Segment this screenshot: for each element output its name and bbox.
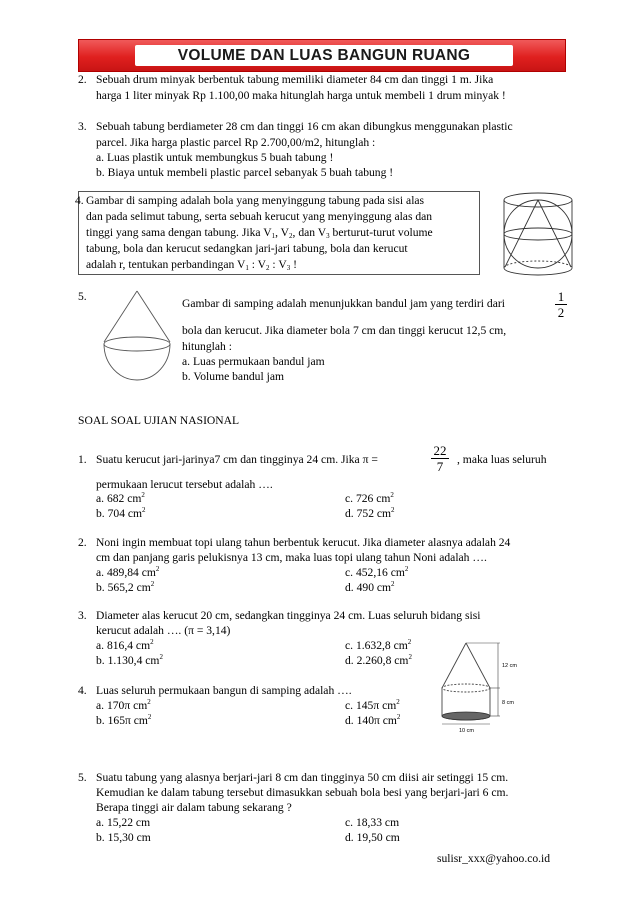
footer-email: sulisr_xxx@yahoo.co.id <box>437 852 551 865</box>
un-q1-option-d: d. 752 $cm^2$ <box>345 506 395 520</box>
un-q5-option-c: c. 18,33 cm <box>345 816 400 829</box>
un-q3-line1: Diameter alas kerucut 20 cm, sedangkan tingginya 24 cm. Luas seluruh bidang sisi <box>96 609 481 622</box>
fig-label-8cm: 8 cm <box>502 700 514 706</box>
un-q4-number: 4. <box>78 684 87 697</box>
q3-number: 3. <box>78 120 87 133</box>
title-banner <box>78 39 566 72</box>
q4-line5: adalah r, tentukan perbandingan $V_1$ : $V_2$ : $V_3$ ! <box>86 258 297 272</box>
un-q1-line2: permukaan lerucut tersebut adalah …. <box>96 478 273 491</box>
q2-line1: Sebuah drum minyak berbentuk tabung memiliki diameter 84 cm dan tinggi 1 m. Jika <box>96 73 494 86</box>
q5-fraction-denominator: 2 <box>557 305 565 320</box>
un-q2-option-a: a. 489,84 $cm^2$ <box>96 565 160 579</box>
un-q1-number: 1. <box>78 453 87 466</box>
un-q3-option-d: d. 2.260,8 $cm^2$ <box>345 653 412 667</box>
q3-line2: parcel. Jika harga plastic parcel Rp 2.700,00/m2, hitunglah : <box>96 136 376 149</box>
un-q3-option-c: c. 1.632,8 $cm^2$ <box>345 638 412 652</box>
un-q1-fraction-denominator: 7 <box>436 459 444 474</box>
un-q1-fraction <box>429 443 451 474</box>
un-q5-line2: Kemudian ke dalam tabung tersebut dimasukkan sebuah bola besi yang berjari-jari 6 cm. <box>96 786 509 799</box>
un-q1-option-c: c. 726 $cm^2$ <box>345 491 394 505</box>
un-q3-number: 3. <box>78 609 87 622</box>
un-q5-number: 5. <box>78 771 87 784</box>
un-q2-line2: cm dan panjang garis pelukisnya 13 cm, maka luas topi ulang tahun Noni adalah …. <box>96 551 487 564</box>
q4-line2: dan pada selimut tabung, serta sebuah kerucut yang menyinggung alas dan <box>86 210 433 223</box>
un-q3-option-b: b. 1.130,4 $cm^2$ <box>96 653 163 667</box>
un-q3-option-a: a. 816,4 $cm^2$ <box>96 638 154 652</box>
un-q5-option-a: a. 15,22 cm <box>96 816 151 829</box>
un-q2-option-c: c. 452,16 $cm^2$ <box>345 565 409 579</box>
page-title: VOLUME DAN LUAS BANGUN RUANG <box>177 47 471 64</box>
un-q1-text-b: , maka luas seluruh <box>457 453 547 466</box>
q5-fraction <box>554 289 568 320</box>
title-plate <box>135 45 513 66</box>
un-q4-option-b: b. 165π $cm^2$ <box>96 713 152 727</box>
un-q4-option-d: d. 140π $cm^2$ <box>345 713 401 727</box>
fig-label-12cm: 12 cm <box>502 663 517 669</box>
cone-cylinder-figure <box>436 640 540 736</box>
q5-line3: hitunglah : <box>182 340 232 353</box>
un-q4-line1: Luas seluruh permukaan bangun di samping adalah …. <box>96 684 352 697</box>
q4-line1: Gambar di samping adalah bola yang menyinggung tabung pada sisi alas <box>86 194 425 207</box>
un-q1-fraction-numerator: 22 <box>433 443 447 458</box>
un-q2-number: 2. <box>78 536 87 549</box>
q5-line1: Gambar di samping adalah menunjukkan bandul jam yang terdiri dari <box>182 297 505 310</box>
un-q2-option-b: b. 565,2 $cm^2$ <box>96 580 155 594</box>
q3-line1: Sebuah tabung berdiameter 28 cm dan tinggi 16 cm akan dibungkus menggunakan plastic <box>96 120 513 133</box>
un-q5-line1: Suatu tabung yang alasnya berjari-jari 8 cm dan tingginya 50 cm diisi air setinggi 15 cm. <box>96 771 509 784</box>
un-q5-line3: Berapa tinggi air dalam tabung sekarang ? <box>96 801 292 814</box>
section-heading: SOAL SOAL UJIAN NASIONAL <box>78 414 240 427</box>
q4-line4: tabung, bola dan kerucut sedangkan jari-jari tabung, bola dan kerucut <box>86 242 408 255</box>
un-q1-option-a: a. 682 $cm^2$ <box>96 491 145 505</box>
fig-label-10cm: 10 cm <box>459 728 474 734</box>
un-q4-option-a: a. 170π $cm^2$ <box>96 698 151 712</box>
un-q1-text-a: Suatu kerucut jari-jarinya7 cm dan tingginya 24 cm. Jika π = <box>96 453 378 466</box>
q5-option-b: b. Volume bandul jam <box>182 370 284 383</box>
q3-option-b: b. Biaya untuk membeli plastic parcel sebanyak 5 buah tabung ! <box>96 166 394 179</box>
un-q5-option-b: b. 15,30 cm <box>96 831 151 844</box>
q2-line2: harga 1 liter minyak Rp 1.100,00 maka hitunglah harga untuk membeli 1 drum minyak ! <box>96 89 506 102</box>
q4-line3: tinggi yang sama dengan tabung. Jika $V_1$, $V_2$, dan $V_3$ berturut-turut volume <box>86 226 433 240</box>
q5-number: 5. <box>78 290 87 303</box>
q5-option-a: a. Luas permukaan bandul jam <box>182 355 325 368</box>
un-q3-line2: kerucut adalah …. (π = 3,14) <box>96 624 231 637</box>
q4-number: 4. <box>75 194 84 207</box>
pendulum-figure <box>98 287 176 385</box>
un-q2-option-d: d. 490 $cm^2$ <box>345 580 395 594</box>
un-q2-line1: Noni ingin membuat topi ulang tahun berbentuk kerucut. Jika diameter alasnya adalah 24 <box>96 536 511 549</box>
un-q5-option-d: d. 19,50 cm <box>345 831 400 844</box>
un-q4-option-c: c. 145π $cm^2$ <box>345 698 400 712</box>
q3-option-a: a. Luas plastik untuk membungkus 5 buah tabung ! <box>96 151 334 164</box>
cylinder-sphere-cone-figure <box>497 190 581 280</box>
q5-fraction-numerator: 1 <box>557 289 565 304</box>
q2-number: 2. <box>78 73 87 86</box>
un-q1-option-b: b. 704 $cm^2$ <box>96 506 146 520</box>
q5-line2: bola dan kerucut. Jika diameter bola 7 cm dan tinggi kerucut 12,5 cm, <box>182 324 507 337</box>
